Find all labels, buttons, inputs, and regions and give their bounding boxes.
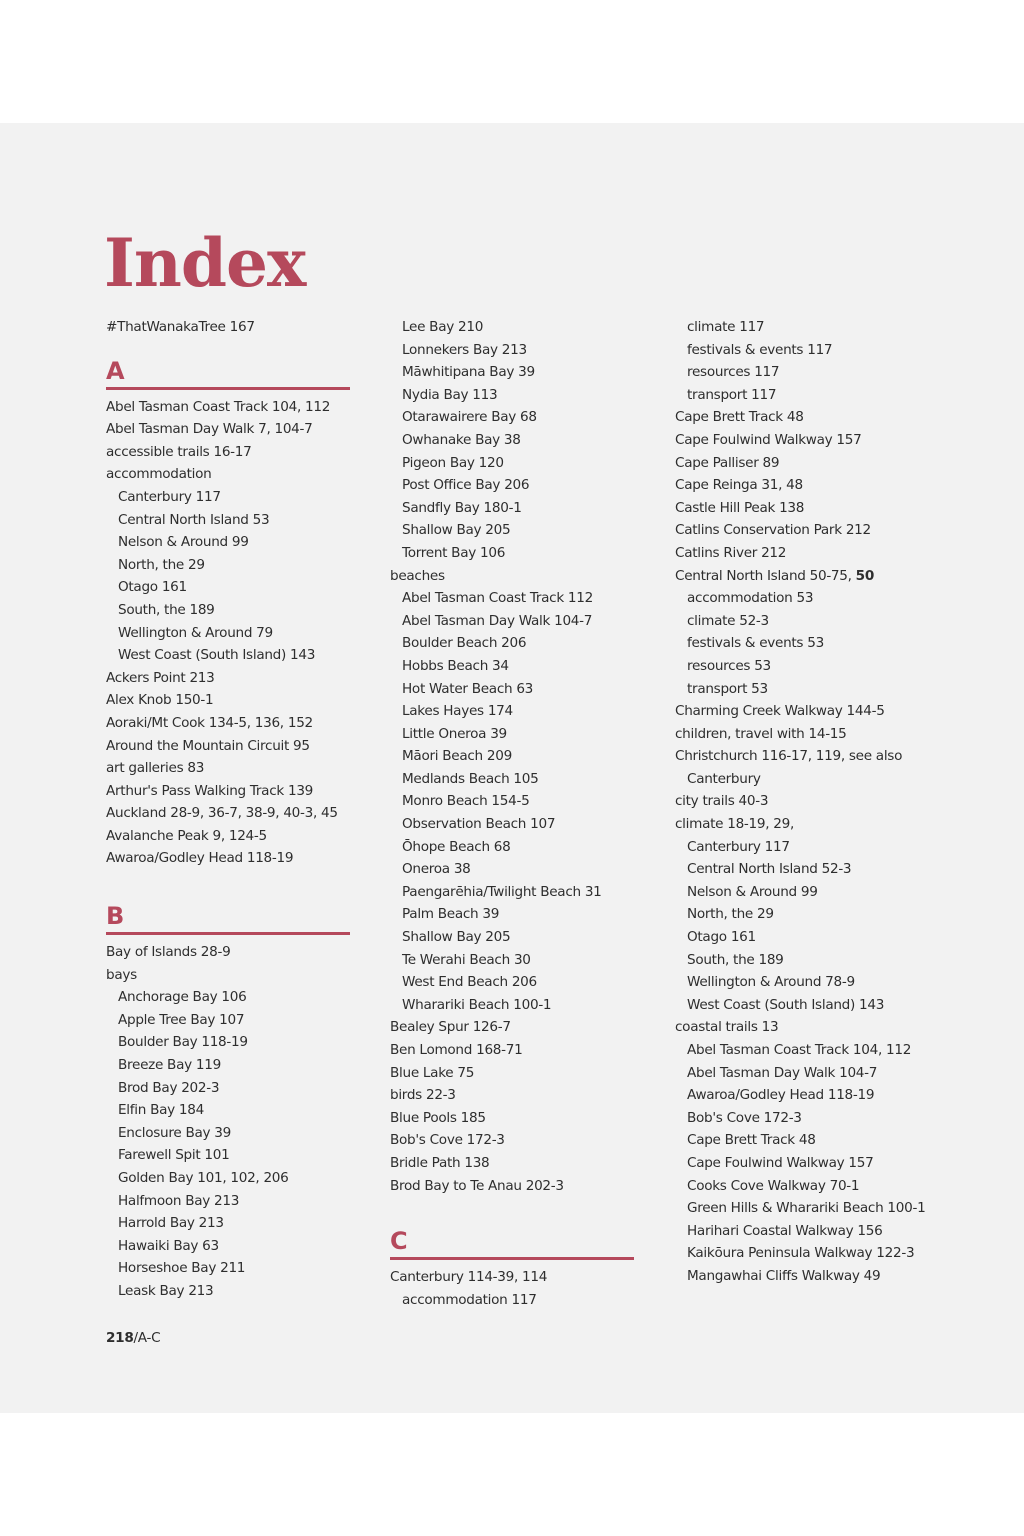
index-subentry: South, the 189: [687, 951, 784, 968]
index-entry: Bealey Spur 126-7: [390, 1019, 511, 1036]
index-subentry: Kaikōura Peninsula Walkway 122-3: [687, 1245, 915, 1262]
index-subentry: Lakes Hayes 174: [402, 703, 513, 720]
letter-c: C: [390, 1227, 408, 1256]
index-entry: Bay of Islands 28-9: [106, 944, 231, 961]
index-subentry: Golden Bay 101, 102, 206: [118, 1170, 289, 1186]
index-subentry: Abel Tasman Coast Track 104, 112: [687, 1042, 912, 1058]
index-entry: Charming Creek Walkway 144-5: [675, 703, 885, 720]
index-subentry: Cape Brett Track 48: [687, 1132, 816, 1149]
index-entry: Awaroa/Godley Head 118-19: [106, 850, 294, 867]
index-entry-central-north-island: Central North Island 50-75, 50: [675, 567, 874, 584]
index-subentry: Wharariki Beach 100-1: [402, 996, 552, 1013]
index-subentry: Anchorage Bay 106: [118, 989, 247, 1006]
index-subentry: transport 117: [687, 386, 777, 403]
index-subentry: Halfmoon Bay 213: [118, 1192, 240, 1209]
index-subentry: Palm Beach 39: [402, 906, 500, 923]
index-subentry: North, the 29: [118, 556, 205, 573]
index-entry: accessible trails 16-17: [106, 443, 252, 460]
index-entry: Cape Foulwind Walkway 157: [675, 431, 862, 448]
index-subentry: Awaroa/Godley Head 118-19: [687, 1087, 875, 1104]
index-subentry: Leask Bay 213: [118, 1282, 214, 1299]
index-entry: Ackers Point 213: [106, 669, 215, 686]
index-subentry: Medlands Beach 105: [402, 770, 539, 787]
index-subentry: Torrent Bay 106: [402, 544, 506, 561]
index-subentry: Horseshoe Bay 211: [118, 1260, 246, 1277]
index-subentry: Hot Water Beach 63: [402, 680, 534, 697]
letter-heading-a: [106, 345, 350, 390]
index-entry: beaches: [390, 567, 445, 584]
index-subentry: Wellington & Around 79: [118, 624, 273, 641]
index-entry: birds 22-3: [390, 1087, 456, 1104]
index-subentry: Sandfly Bay 180-1: [402, 499, 522, 516]
index-subentry: West End Beach 206: [402, 974, 537, 991]
index-entry: Catlins River 212: [675, 544, 787, 561]
index-entry: city trails 40-3: [675, 793, 769, 810]
index-subentry: Wellington & Around 78-9: [687, 974, 855, 991]
index-subentry: resources 53: [687, 657, 771, 674]
letter-c-rule: [390, 1257, 634, 1260]
index-subentry: Owhanake Bay 38: [402, 431, 521, 448]
index-entry: Cape Reinga 31, 48: [675, 477, 803, 494]
index-subentry: Māwhitipana Bay 39: [402, 364, 535, 381]
index-entry: Christchurch 116-17, 119, see also: [675, 748, 903, 765]
index-subentry: Cooks Cove Walkway 70-1: [687, 1177, 860, 1194]
index-entry: Arthur's Pass Walking Track 139: [106, 782, 314, 799]
index-subentry: Lonnekers Bay 213: [402, 341, 527, 358]
index-subentry: Māori Beach 209: [402, 748, 512, 765]
index-subentry: transport 53: [687, 680, 768, 697]
index-subentry: Abel Tasman Coast Track 112: [402, 590, 593, 607]
index-entry: Abel Tasman Coast Track 104, 112: [106, 398, 331, 415]
index-subentry: Abel Tasman Day Walk 104-7: [402, 612, 593, 629]
index-subentry: Boulder Beach 206: [402, 635, 527, 652]
index-entry: Blue Pools 185: [390, 1109, 486, 1126]
index-entry: Brod Bay to Te Anau 202-3: [390, 1177, 564, 1194]
index-page: [0, 123, 1024, 1413]
index-subentry: Mangawhai Cliffs Walkway 49: [687, 1267, 881, 1284]
index-subentry: Cape Foulwind Walkway 157: [687, 1154, 874, 1171]
index-subentry: Nelson & Around 99: [687, 883, 818, 900]
index-subentry: Bob's Cove 172-3: [687, 1109, 802, 1126]
index-subentry: Elfin Bay 184: [118, 1102, 204, 1119]
index-subentry: Hawaiki Bay 63: [118, 1237, 219, 1254]
index-entry: Canterbury 114-39, 114: [390, 1269, 548, 1286]
index-subentry: Otago 161: [118, 579, 187, 596]
index-subentry: festivals & events 53: [687, 635, 824, 652]
index-subentry: Canterbury 117: [687, 838, 790, 855]
index-subentry: Harihari Coastal Walkway 156: [687, 1222, 883, 1239]
index-subentry: Boulder Bay 118-19: [118, 1034, 248, 1051]
page-title: Index: [104, 224, 306, 302]
index-subentry: accommodation 53: [687, 590, 814, 607]
index-subentry: Little Oneroa 39: [402, 725, 507, 742]
letter-heading-c: [390, 1215, 634, 1260]
index-subentry: Post Office Bay 206: [402, 477, 530, 494]
index-subentry: Pigeon Bay 120: [402, 454, 504, 471]
index-subentry: Canterbury 117: [118, 488, 221, 505]
index-entry: Bob's Cove 172-3: [390, 1132, 505, 1149]
index-entry: bays: [106, 966, 137, 983]
index-entry: climate 18-19, 29,: [675, 816, 794, 833]
index-subentry: Otago 161: [687, 929, 756, 946]
index-subentry: Canterbury: [687, 770, 761, 787]
index-entry: accommodation: [106, 466, 212, 483]
index-subentry: Brod Bay 202-3: [118, 1079, 220, 1096]
index-entry: Avalanche Peak 9, 124-5: [106, 827, 267, 844]
page-range: /A-C: [133, 1330, 161, 1346]
bold-page-ref: 50: [855, 567, 874, 584]
index-subentry: Oneroa 38: [402, 861, 471, 878]
index-subentry: South, the 189: [118, 601, 215, 618]
index-entry: Bridle Path 138: [390, 1154, 490, 1171]
page-number: 218: [106, 1330, 134, 1346]
index-entry: Cape Brett Track 48: [675, 409, 804, 426]
index-subentry: Nelson & Around 99: [118, 534, 249, 551]
index-entry: Castle Hill Peak 138: [675, 499, 805, 516]
letter-b-rule: [106, 932, 350, 935]
index-entry: Cape Palliser 89: [675, 454, 780, 471]
index-subentry: Lee Bay 210: [402, 319, 484, 335]
index-subentry: Nydia Bay 113: [402, 386, 498, 403]
index-subentry: West Coast (South Island) 143: [687, 996, 885, 1013]
letter-a-rule: [106, 387, 350, 390]
letter-heading-b: [106, 890, 350, 935]
index-subentry: Harrold Bay 213: [118, 1215, 224, 1232]
index-entry: Around the Mountain Circuit 95: [106, 737, 310, 754]
index-subentry: Te Werahi Beach 30: [402, 951, 531, 968]
index-subentry: Observation Beach 107: [402, 816, 556, 833]
index-subentry: climate 52-3: [687, 612, 769, 629]
index-entry: children, travel with 14-15: [675, 725, 847, 742]
index-subentry: Central North Island 52-3: [687, 861, 852, 878]
index-subentry: Monro Beach 154-5: [402, 793, 530, 810]
index-entry: Aoraki/Mt Cook 134-5, 136, 152: [106, 714, 313, 731]
letter-b: B: [106, 902, 125, 931]
index-subentry: Hobbs Beach 34: [402, 657, 509, 674]
index-entry: Catlins Conservation Park 212: [675, 522, 871, 539]
index-subentry: Central North Island 53: [118, 511, 270, 528]
index-subentry: Shallow Bay 205: [402, 929, 511, 946]
index-column-3: [675, 316, 965, 1288]
index-subentry: Paengarēhia/Twilight Beach 31: [402, 883, 602, 900]
index-entry: Abel Tasman Day Walk 7, 104-7: [106, 421, 313, 438]
page-footer: [106, 1330, 160, 1346]
index-entry: Blue Lake 75: [390, 1064, 475, 1081]
index-subentry: festivals & events 117: [687, 341, 833, 358]
index-subentry: Ōhope Beach 68: [402, 838, 511, 855]
index-subentry: Otarawairere Bay 68: [402, 409, 537, 426]
index-subentry: Shallow Bay 205: [402, 522, 511, 539]
index-subentry: climate 117: [687, 319, 765, 335]
index-subentry: Abel Tasman Day Walk 104-7: [687, 1064, 878, 1081]
letter-a: A: [106, 356, 125, 385]
index-column-1: [106, 316, 350, 1303]
index-entry: Auckland 28-9, 36-7, 38-9, 40-3, 45: [106, 805, 338, 822]
index-subentry: Green Hills & Wharariki Beach 100-1: [687, 1200, 926, 1217]
index-subentry: North, the 29: [687, 906, 774, 923]
index-subentry: Enclosure Bay 39: [118, 1124, 231, 1141]
index-subentry: accommodation 117: [402, 1291, 537, 1308]
index-column-2: [390, 316, 634, 1311]
index-subentry: Breeze Bay 119: [118, 1057, 221, 1074]
index-subentry: Apple Tree Bay 107: [118, 1011, 245, 1028]
index-entry: #ThatWanakaTree 167: [106, 319, 255, 335]
index-entry: art galleries 83: [106, 760, 205, 777]
index-subentry: Farewell Spit 101: [118, 1147, 230, 1164]
index-entry: Alex Knob 150-1: [106, 692, 214, 709]
index-subentry: West Coast (South Island) 143: [118, 647, 316, 664]
index-subentry: resources 117: [687, 364, 780, 381]
index-entry: coastal trails 13: [675, 1019, 779, 1036]
index-entry: Ben Lomond 168-71: [390, 1042, 523, 1058]
